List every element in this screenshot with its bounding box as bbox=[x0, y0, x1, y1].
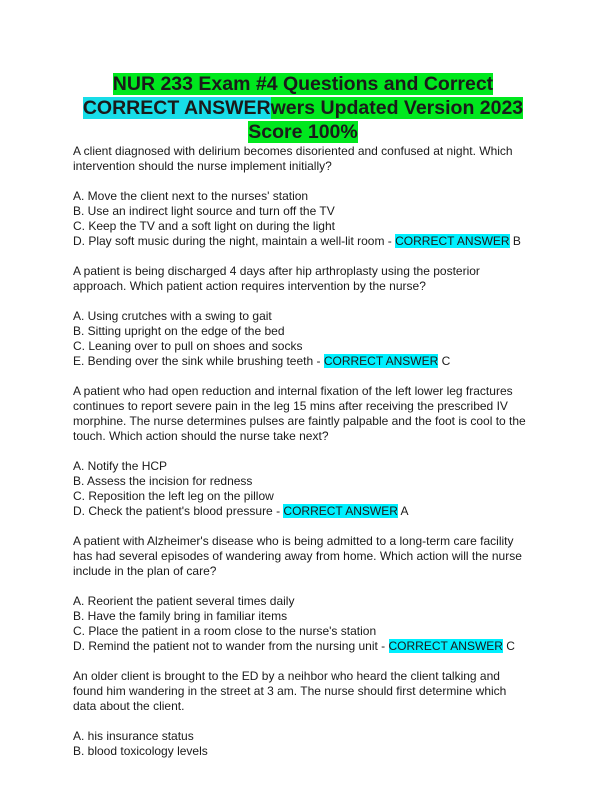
option: C. Keep the TV and a soft light on during the light bbox=[73, 219, 335, 233]
question-1 bbox=[73, 144, 533, 264]
answer-letter: C bbox=[502, 639, 515, 653]
answer-tag: CORRECT ANSWER bbox=[283, 504, 398, 518]
option: A. Notify the HCP bbox=[73, 459, 168, 473]
question-stem: An older client is brought to the ED by a neihbor who heard the client talking and found him wandering in the street at 3 am. The nurse should first determine which data about the client. bbox=[73, 669, 507, 713]
option: C. Reposition the left leg on the pillow bbox=[73, 489, 274, 503]
question-5 bbox=[73, 669, 533, 759]
question-2 bbox=[73, 264, 533, 384]
option: B. Have the family bring in familiar items bbox=[73, 609, 288, 623]
answer-letter: A bbox=[397, 504, 409, 518]
option-text: D. Check the patient's blood pressure - bbox=[73, 504, 284, 518]
option: B. Use an indirect light source and turn off the TV bbox=[73, 204, 335, 218]
title-line-1: NUR 233 Exam #4 Questions and Correct bbox=[112, 73, 494, 95]
question-stem: A client diagnosed with delirium becomes disoriented and confused at night. Which intervention should the nurse implement initially? bbox=[73, 144, 513, 173]
answer-letter: C bbox=[438, 354, 451, 368]
option-with-answer bbox=[73, 504, 533, 519]
title-line-3: Score 100% bbox=[248, 121, 358, 143]
option-text: D. Play soft music during the night, maintain a well-lit room - bbox=[73, 234, 396, 248]
option: A. Move the client next to the nurses' station bbox=[73, 189, 309, 203]
answer-tag: CORRECT ANSWER bbox=[323, 354, 439, 368]
answer-letter: B bbox=[509, 234, 521, 248]
question-stem: A patient is being discharged 4 days after hip arthroplasty using the posterior approach. Which patient action requires intervention by the nurse? bbox=[73, 264, 480, 293]
option-with-answer bbox=[73, 639, 533, 654]
option-text: D. Remind the patient not to wander from the nursing unit - bbox=[73, 639, 389, 653]
option-with-answer bbox=[73, 354, 533, 369]
option-with-answer bbox=[73, 234, 533, 249]
option-text: E. Bending over the sink while brushing teeth - bbox=[73, 354, 324, 368]
option: A. his insurance status bbox=[73, 729, 194, 743]
option: C. Place the patient in a room close to the nurse's station bbox=[73, 624, 377, 638]
option: A. Reorient the patient several times daily bbox=[73, 594, 295, 608]
question-stem: A patient who had open reduction and internal fixation of the left lower leg fractures continues to report severe pain in the leg 15 mins after receiving the prescribed IV morphine. The nurse determines pulses are faintly palpable and the foot is cool to the touch. Which action should the nurse take next? bbox=[73, 384, 526, 443]
option: A. Using crutches with a swing to gait bbox=[73, 309, 272, 323]
option: B. Sitting upright on the edge of the bed bbox=[73, 324, 285, 338]
option: B. blood toxicology levels bbox=[73, 744, 208, 758]
document-title bbox=[73, 72, 533, 144]
question-stem: A patient with Alzheimer's disease who is being admitted to a long-term care facility has had several episodes of wandering away from home. Which action will the nurse include in the plan of care? bbox=[73, 534, 522, 578]
title-line-2-rest: wers Updated Version 2023 bbox=[270, 97, 524, 119]
title-line-2-highlight: CORRECT ANSWER bbox=[82, 97, 271, 119]
option: B. Assess the incision for redness bbox=[73, 474, 253, 488]
answer-tag: CORRECT ANSWER bbox=[395, 234, 510, 248]
answer-tag: CORRECT ANSWER bbox=[388, 639, 503, 653]
question-3 bbox=[73, 384, 533, 534]
question-4 bbox=[73, 534, 533, 669]
option: C. Leaning over to pull on shoes and socks bbox=[73, 339, 303, 353]
